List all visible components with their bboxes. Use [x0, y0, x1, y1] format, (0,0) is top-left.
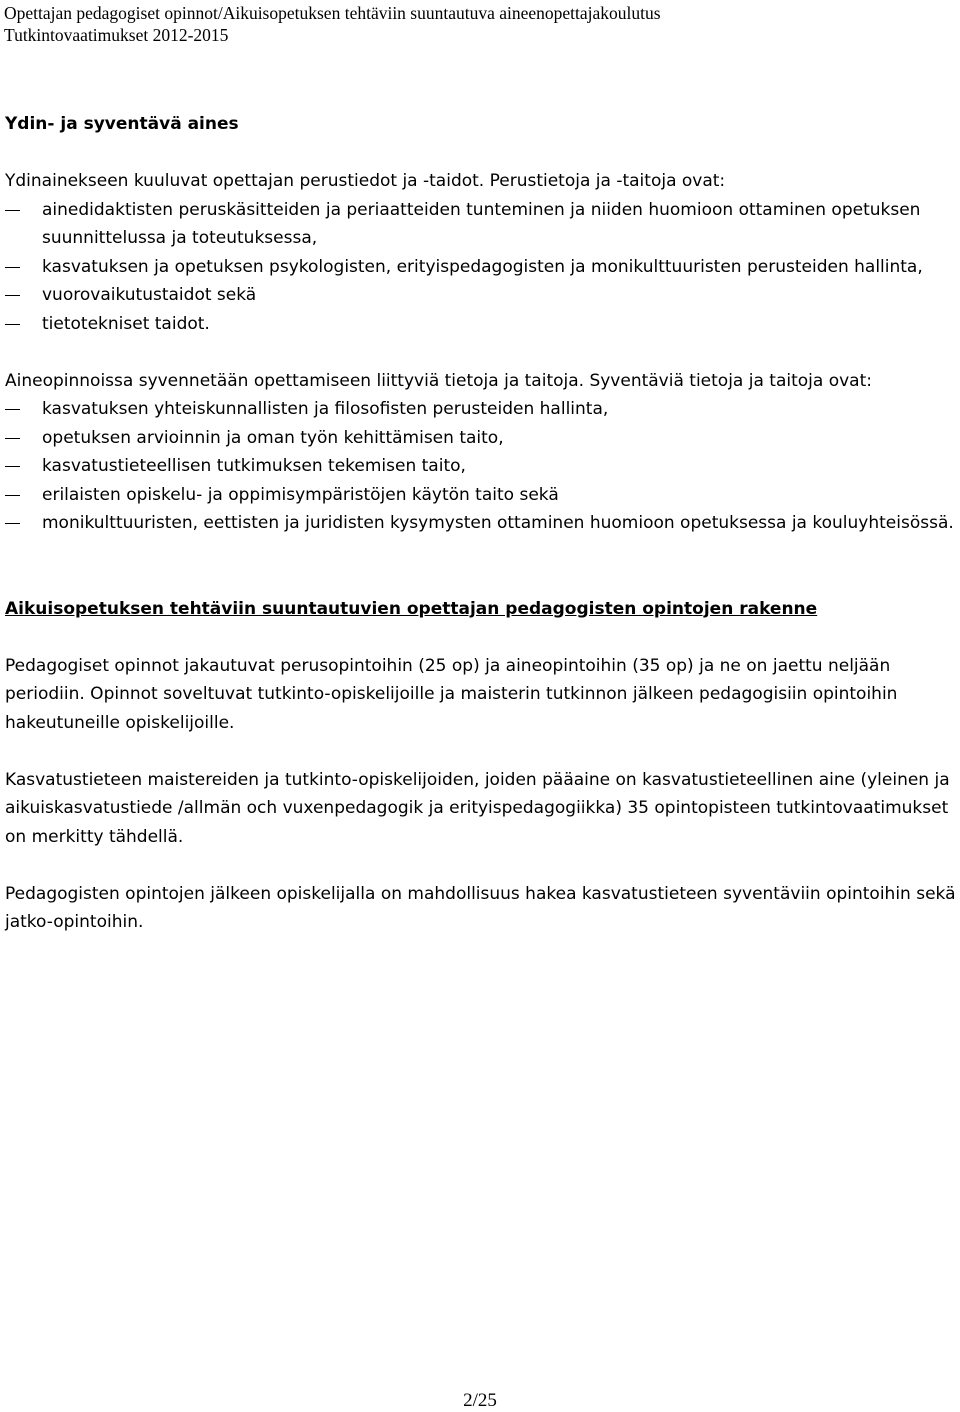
dash-bullet-icon: [5, 210, 20, 211]
section-heading-core: Ydin- ja syventävä aines: [5, 114, 239, 134]
core-skills-list: [5, 196, 957, 339]
structure-paragraph: Pedagogisten opintojen jälkeen opiskelijalla on mahdollisuus hakea kasvatustieteen syventäviin opintoihin sekä jatko-opintoihin.: [5, 883, 956, 932]
running-header: [4, 2, 661, 46]
list-item: kasvatuksen ja opetuksen psykologisten, erityispedagogisten ja monikulttuuristen perusteiden hallinta,: [5, 253, 957, 282]
list-item: tietotekniset taidot.: [5, 310, 957, 339]
structure-paragraph: Pedagogiset opinnot jakautuvat perusopintoihin (25 op) ja aineopintoihin (35 op) ja ne on jaettu neljään periodiin. Opinnot soveltuvat tutkinto-opiskelijoille ja maisterin tutkinnon jälkeen pedagogisiin opintoihin hakeutuneille opiskelijoille.: [5, 655, 898, 733]
dash-bullet-icon: [5, 295, 20, 296]
list-item: vuorovaikutustaidot sekä: [5, 281, 957, 310]
advanced-intro: Aineopinnoissa syvennetään opettamiseen liittyviä tietoja ja taitoja. Syventäviä tietoja ja taitoja ovat:: [5, 370, 872, 391]
list-item: ainedidaktisten peruskäsitteiden ja periaatteiden tunteminen ja niiden huomioon ottaminen opetuksen suunnittelussa ja toteutuksessa,: [5, 196, 957, 253]
list-item: opetuksen arvioinnin ja oman työn kehittämisen taito,: [5, 424, 957, 453]
list-item: kasvatuksen yhteiskunnallisten ja filosofisten perusteiden hallinta,: [5, 395, 957, 424]
dash-bullet-icon: [5, 438, 20, 439]
dash-bullet-icon: [5, 466, 20, 467]
core-intro: Ydinainekseen kuuluvat opettajan perustiedot ja -taidot. Perustietoja ja -taitoja ovat:: [5, 171, 726, 191]
page-number: 2/25: [463, 1390, 497, 1411]
structure-paragraph: Kasvatustieteen maistereiden ja tutkinto-opiskelijoiden, joiden pääaine on kasvatustieteellinen aine (yleinen ja aikuiskasvatustiede /allmän och vuxenpedagogik ja erityispedagogiikka) 35 opintopisteen tutkintovaatimukset on merkitty tähdellä.: [5, 769, 950, 847]
dash-bullet-icon: [5, 324, 20, 325]
dash-bullet-icon: [5, 409, 20, 410]
header-subtitle: Tutkintovaatimukset 2012-2015: [4, 25, 229, 45]
list-item: monikulttuuristen, eettisten ja juridisten kysymysten ottaminen huomioon opetuksessa ja kouluyhteisössä.: [5, 509, 957, 538]
dash-bullet-icon: [5, 267, 20, 268]
dash-bullet-icon: [5, 523, 20, 524]
header-title: Opettajan pedagogiset opinnot/Aikuisopetuksen tehtäviin suuntautuva aineenopettajakoulutus: [4, 3, 661, 23]
list-item: kasvatustieteellisen tutkimuksen tekemisen taito,: [5, 452, 957, 481]
list-item: erilaisten opiskelu- ja oppimisympäristöjen käytön taito sekä: [5, 481, 957, 510]
dash-bullet-icon: [5, 495, 20, 496]
section-heading-structure: Aikuisopetuksen tehtäviin suuntautuvien opettajan pedagogisten opintojen rakenne: [5, 598, 818, 619]
document-body: [5, 110, 957, 937]
advanced-skills-list: [5, 395, 957, 538]
